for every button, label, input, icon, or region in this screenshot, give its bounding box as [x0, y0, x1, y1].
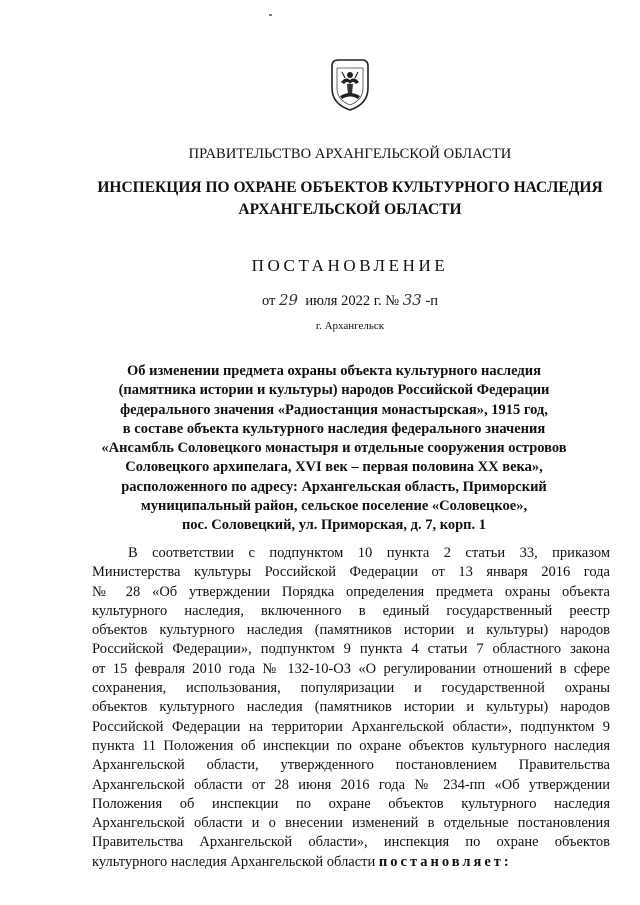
subject-line: Соловецкого архипелага, XVI век – первая половина XX века»,: [125, 459, 543, 476]
body-last-text: культурного наследия Архангельской области: [92, 853, 376, 870]
inspection-name-line1: ИНСПЕКЦИЯ ПО ОХРАНЕ ОБЪЕКТОВ КУЛЬТУРНОГО НАСЛЕДИЯ: [97, 179, 603, 196]
resolves-word: постановляет:: [378, 853, 512, 870]
body-line: Положения об инспекции по охране объектов культурного наследия: [92, 795, 610, 812]
body-line: В соответствии с подпунктом 10 пункта 2 статьи 33, приказом: [128, 545, 610, 561]
body-line: сохранения, использования, популяризации и государственной охраны: [92, 680, 610, 697]
body-line: Архангельской области, утвержденного постановлением Правительства: [92, 757, 610, 774]
number-suffix: -п: [425, 293, 439, 309]
handwritten-day: 29: [278, 291, 299, 309]
body-last-line: [92, 853, 610, 872]
scan-speck: [269, 14, 272, 16]
body-line: объектов культурного наследия (памятников истории и культуры) народов: [92, 699, 610, 716]
body-line: Российской Федерации на территории Архангельской области», подпунктом 9: [92, 718, 610, 735]
subject-line: Об изменении предмета охраны объекта культурного наследия: [127, 363, 541, 379]
subject-line: расположенного по адресу: Архангельская область, Приморский: [121, 478, 547, 495]
body-line: Министерства культуры Российской Федерации от 13 января 2016 года: [92, 564, 610, 581]
date-month-year: июля 2022 г. №: [305, 293, 400, 309]
subject-line: в составе объекта культурного наследия федерального значения: [122, 420, 546, 437]
decree-date-line: [60, 291, 640, 310]
decree-city: г. Архангельск: [315, 320, 385, 332]
handwritten-number: 33: [402, 291, 422, 309]
subject-line: муниципальный район, сельское поселение «Соловецкое»,: [140, 498, 528, 515]
government-name: ПРАВИТЕЛЬСТВО АРХАНГЕЛЬСКОЙ ОБЛАСТИ: [188, 146, 512, 162]
body-line: Правительства Архангельской области», инспекция по охране объектов: [92, 834, 610, 851]
body-line: Архангельской области от 28 июня 2016 года № 234-пп «Об утверждении: [92, 776, 610, 793]
date-prefix: от: [261, 293, 276, 309]
subject-line: (памятника истории и культуры) народов Российской Федерации: [118, 382, 550, 399]
inspection-name: [60, 177, 640, 221]
subject-line: федерального значения «Радиостанция монастырская», 1915 год,: [120, 401, 548, 418]
body-line: культурного наследия, включенного в единый государственный реестр: [92, 602, 610, 619]
body-line: пункта 11 Положения об инспекции по охране объектов культурного наследия: [92, 737, 610, 754]
coat-of-arms-icon: [328, 58, 372, 112]
subject-line: «Ансамбль Соловецкого монастыря и отдельные сооружения островов: [101, 440, 567, 457]
body-line: Архангельской области и о внесении изменений в отдельные постановления: [92, 815, 610, 832]
subject-line: пос. Соловецкий, ул. Приморская, д. 7, корп. 1: [181, 517, 487, 534]
decree-subject: [86, 362, 582, 536]
decree-title: ПОСТАНОВЛЕНИЕ: [251, 256, 449, 275]
decree-body: [92, 544, 610, 872]
inspection-name-line2: АРХАНГЕЛЬСКОЙ ОБЛАСТИ: [238, 201, 462, 218]
body-line: объектов культурного наследия (памятников истории и культуры) народов: [92, 622, 610, 639]
body-line: Российской Федерации», подпунктом 9 пункта 4 статьи 7 областного закона: [92, 641, 610, 658]
body-line: № 28 «Об утверждении Порядка определения предмета охраны объекта: [92, 583, 610, 600]
body-line: от 15 февраля 2010 года № 132-10-ОЗ «О регулировании отношений в сфере: [92, 660, 610, 677]
